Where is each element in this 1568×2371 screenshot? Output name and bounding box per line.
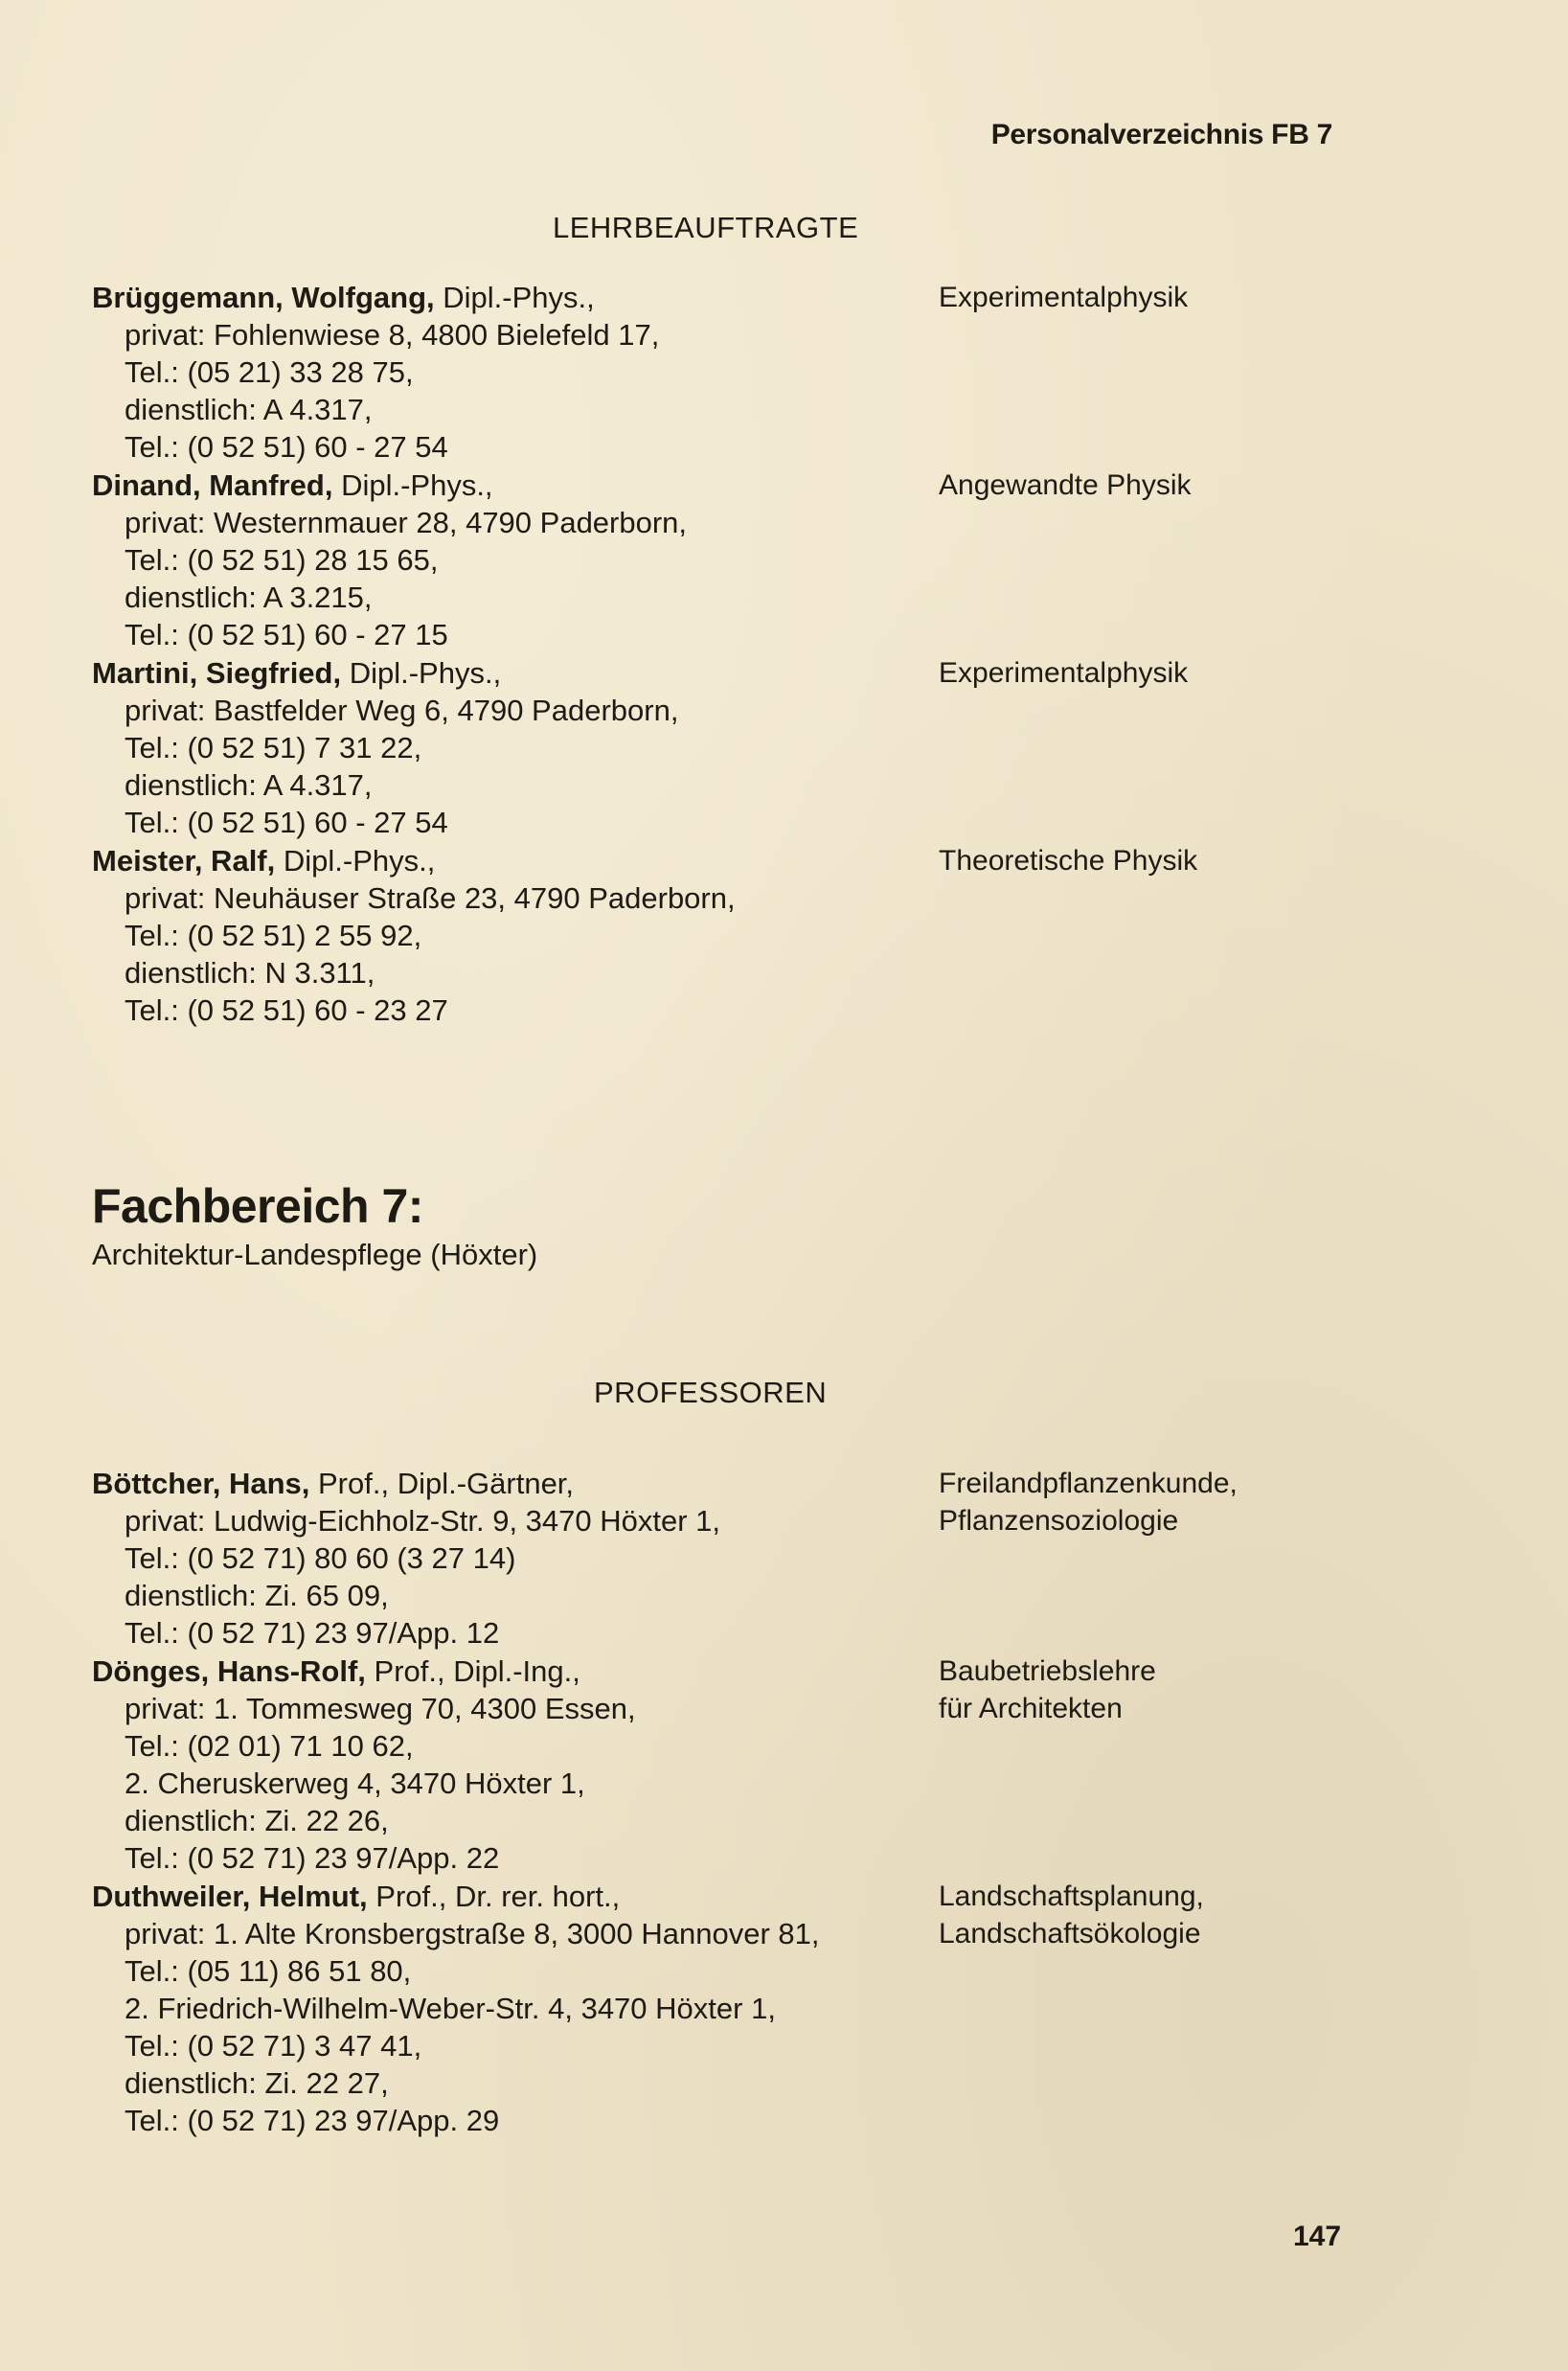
person-name-line <box>92 279 1452 316</box>
contact-line: 2. Cheruskerweg 4, 3470 Höxter 1, <box>125 1767 585 1800</box>
contact-line: privat: 1. Tommesweg 70, 4300 Essen, <box>125 1692 636 1725</box>
person-surname: Böttcher, Hans, <box>92 1467 310 1500</box>
person-title: Prof., Dipl.-Gärtner, <box>309 1467 575 1500</box>
subject-line: Angewandte Physik <box>939 469 1192 501</box>
person-name-line <box>92 1878 1452 1915</box>
person-name-line <box>92 1653 1452 1690</box>
contact-line: Tel.: (0 52 71) 23 97/App. 12 <box>125 1616 500 1650</box>
subject-area <box>939 279 1188 316</box>
person-entry <box>92 1653 1452 1877</box>
subject-line: für Architekten <box>939 1693 1123 1724</box>
person-surname: Dönges, Hans-Rolf, <box>92 1654 366 1688</box>
person-title: Prof., Dr. rer. hort., <box>367 1880 621 1913</box>
person-surname: Dinand, Manfred, <box>92 468 333 502</box>
subject-area <box>939 1878 1204 1952</box>
person-name-line <box>92 467 1452 504</box>
fachbereich-subtitle: Architektur-Landespflege (Höxter) <box>92 1238 538 1271</box>
subject-line: Landschaftsökologie <box>939 1918 1201 1949</box>
subject-area <box>939 467 1192 504</box>
page-number: 147 <box>1293 2221 1342 2252</box>
fachbereich-heading: Fachbereich 7: <box>92 1179 423 1233</box>
person-surname: Brüggemann, Wolfgang, <box>92 281 435 314</box>
contact-line: Tel.: (0 52 71) 3 47 41, <box>125 2029 422 2063</box>
person-title: Dipl.-Phys., <box>332 468 493 502</box>
subject-line: Baubetriebslehre <box>939 1655 1156 1687</box>
contact-line: Tel.: (0 52 51) 2 55 92, <box>125 919 422 952</box>
contact-line: privat: Westernmauer 28, 4790 Paderborn, <box>125 506 688 539</box>
person-surname: Duthweiler, Helmut, <box>92 1880 368 1913</box>
subject-area <box>939 1653 1156 1727</box>
contact-line: privat: Ludwig-Eichholz-Str. 9, 3470 Höxter 1, <box>125 1504 721 1538</box>
person-name-line <box>92 842 1452 879</box>
person-title: Prof., Dipl.-Ing., <box>365 1654 580 1688</box>
subject-line: Freilandpflanzenkunde, <box>939 1468 1238 1499</box>
contact-line: Tel.: (05 11) 86 51 80, <box>125 1954 412 1988</box>
person-entry <box>92 279 1452 466</box>
contact-line: dienstlich: Zi. 22 26, <box>125 1804 389 1837</box>
contact-line: Tel.: (0 52 51) 7 31 22, <box>125 731 422 764</box>
contact-line: Tel.: (05 21) 33 28 75, <box>125 355 414 389</box>
contact-line: dienstlich: A 4.317, <box>125 393 373 426</box>
person-surname: Meister, Ralf, <box>92 844 276 878</box>
contact-line: Tel.: (0 52 71) 23 97/App. 22 <box>125 1841 500 1875</box>
person-title: Dipl.-Phys., <box>434 281 595 314</box>
contact-line: Tel.: (0 52 71) 80 60 (3 27 14) <box>125 1541 516 1575</box>
person-entry <box>92 467 1452 653</box>
person-entry <box>92 1465 1452 1652</box>
contact-line: Tel.: (0 52 51) 60 - 27 54 <box>125 806 448 839</box>
person-surname: Martini, Siegfried, <box>92 656 342 690</box>
contact-line: privat: Neuhäuser Straße 23, 4790 Paderborn, <box>125 881 736 915</box>
contact-line: dienstlich: Zi. 65 09, <box>125 1579 389 1612</box>
contact-line: privat: Bastfelder Weg 6, 4790 Paderborn, <box>125 694 679 727</box>
person-entry <box>92 1878 1452 2139</box>
subject-line: Experimentalphysik <box>939 657 1189 689</box>
section-title-professoren: PROFESSOREN <box>594 1376 828 1409</box>
subject-line: Theoretische Physik <box>939 845 1198 877</box>
person-entry <box>92 654 1452 841</box>
contact-line: 2. Friedrich-Wilhelm-Weber-Str. 4, 3470 Höxter 1, <box>125 1992 776 2025</box>
running-header: Personalverzeichnis FB 7 <box>990 119 1332 150</box>
section-title-lehrbeauftragte: LEHRBEAUFTRAGTE <box>553 211 859 244</box>
person-title: Dipl.-Phys., <box>275 844 436 878</box>
contact-line: privat: Fohlenwiese 8, 4800 Bielefeld 17, <box>125 318 660 352</box>
person-name-line <box>92 654 1452 692</box>
contact-line: Tel.: (0 52 51) 60 - 23 27 <box>125 993 448 1027</box>
person-title: Dipl.-Phys., <box>341 656 502 690</box>
person-name-line <box>92 1465 1452 1502</box>
person-entry <box>92 842 1452 1029</box>
subject-area <box>939 1465 1238 1539</box>
contact-line: Tel.: (02 01) 71 10 62, <box>125 1729 414 1763</box>
subject-line: Landschaftsplanung, <box>939 1881 1204 1912</box>
subject-line: Experimentalphysik <box>939 282 1189 313</box>
subject-line: Pflanzensoziologie <box>939 1505 1179 1537</box>
contact-line: dienstlich: Zi. 22 27, <box>125 2066 389 2100</box>
subject-area <box>939 654 1188 692</box>
contact-line: dienstlich: A 3.215, <box>125 581 373 614</box>
contact-line: Tel.: (0 52 71) 23 97/App. 29 <box>125 2104 500 2137</box>
contact-line: dienstlich: A 4.317, <box>125 768 373 802</box>
contact-line: Tel.: (0 52 51) 60 - 27 54 <box>125 430 448 464</box>
contact-line: dienstlich: N 3.311, <box>125 956 375 990</box>
subject-area <box>939 842 1197 879</box>
contact-line: Tel.: (0 52 51) 28 15 65, <box>125 543 439 577</box>
contact-line: privat: 1. Alte Kronsbergstraße 8, 3000 Hannover 81, <box>125 1917 820 1950</box>
contact-line: Tel.: (0 52 51) 60 - 27 15 <box>125 618 448 651</box>
